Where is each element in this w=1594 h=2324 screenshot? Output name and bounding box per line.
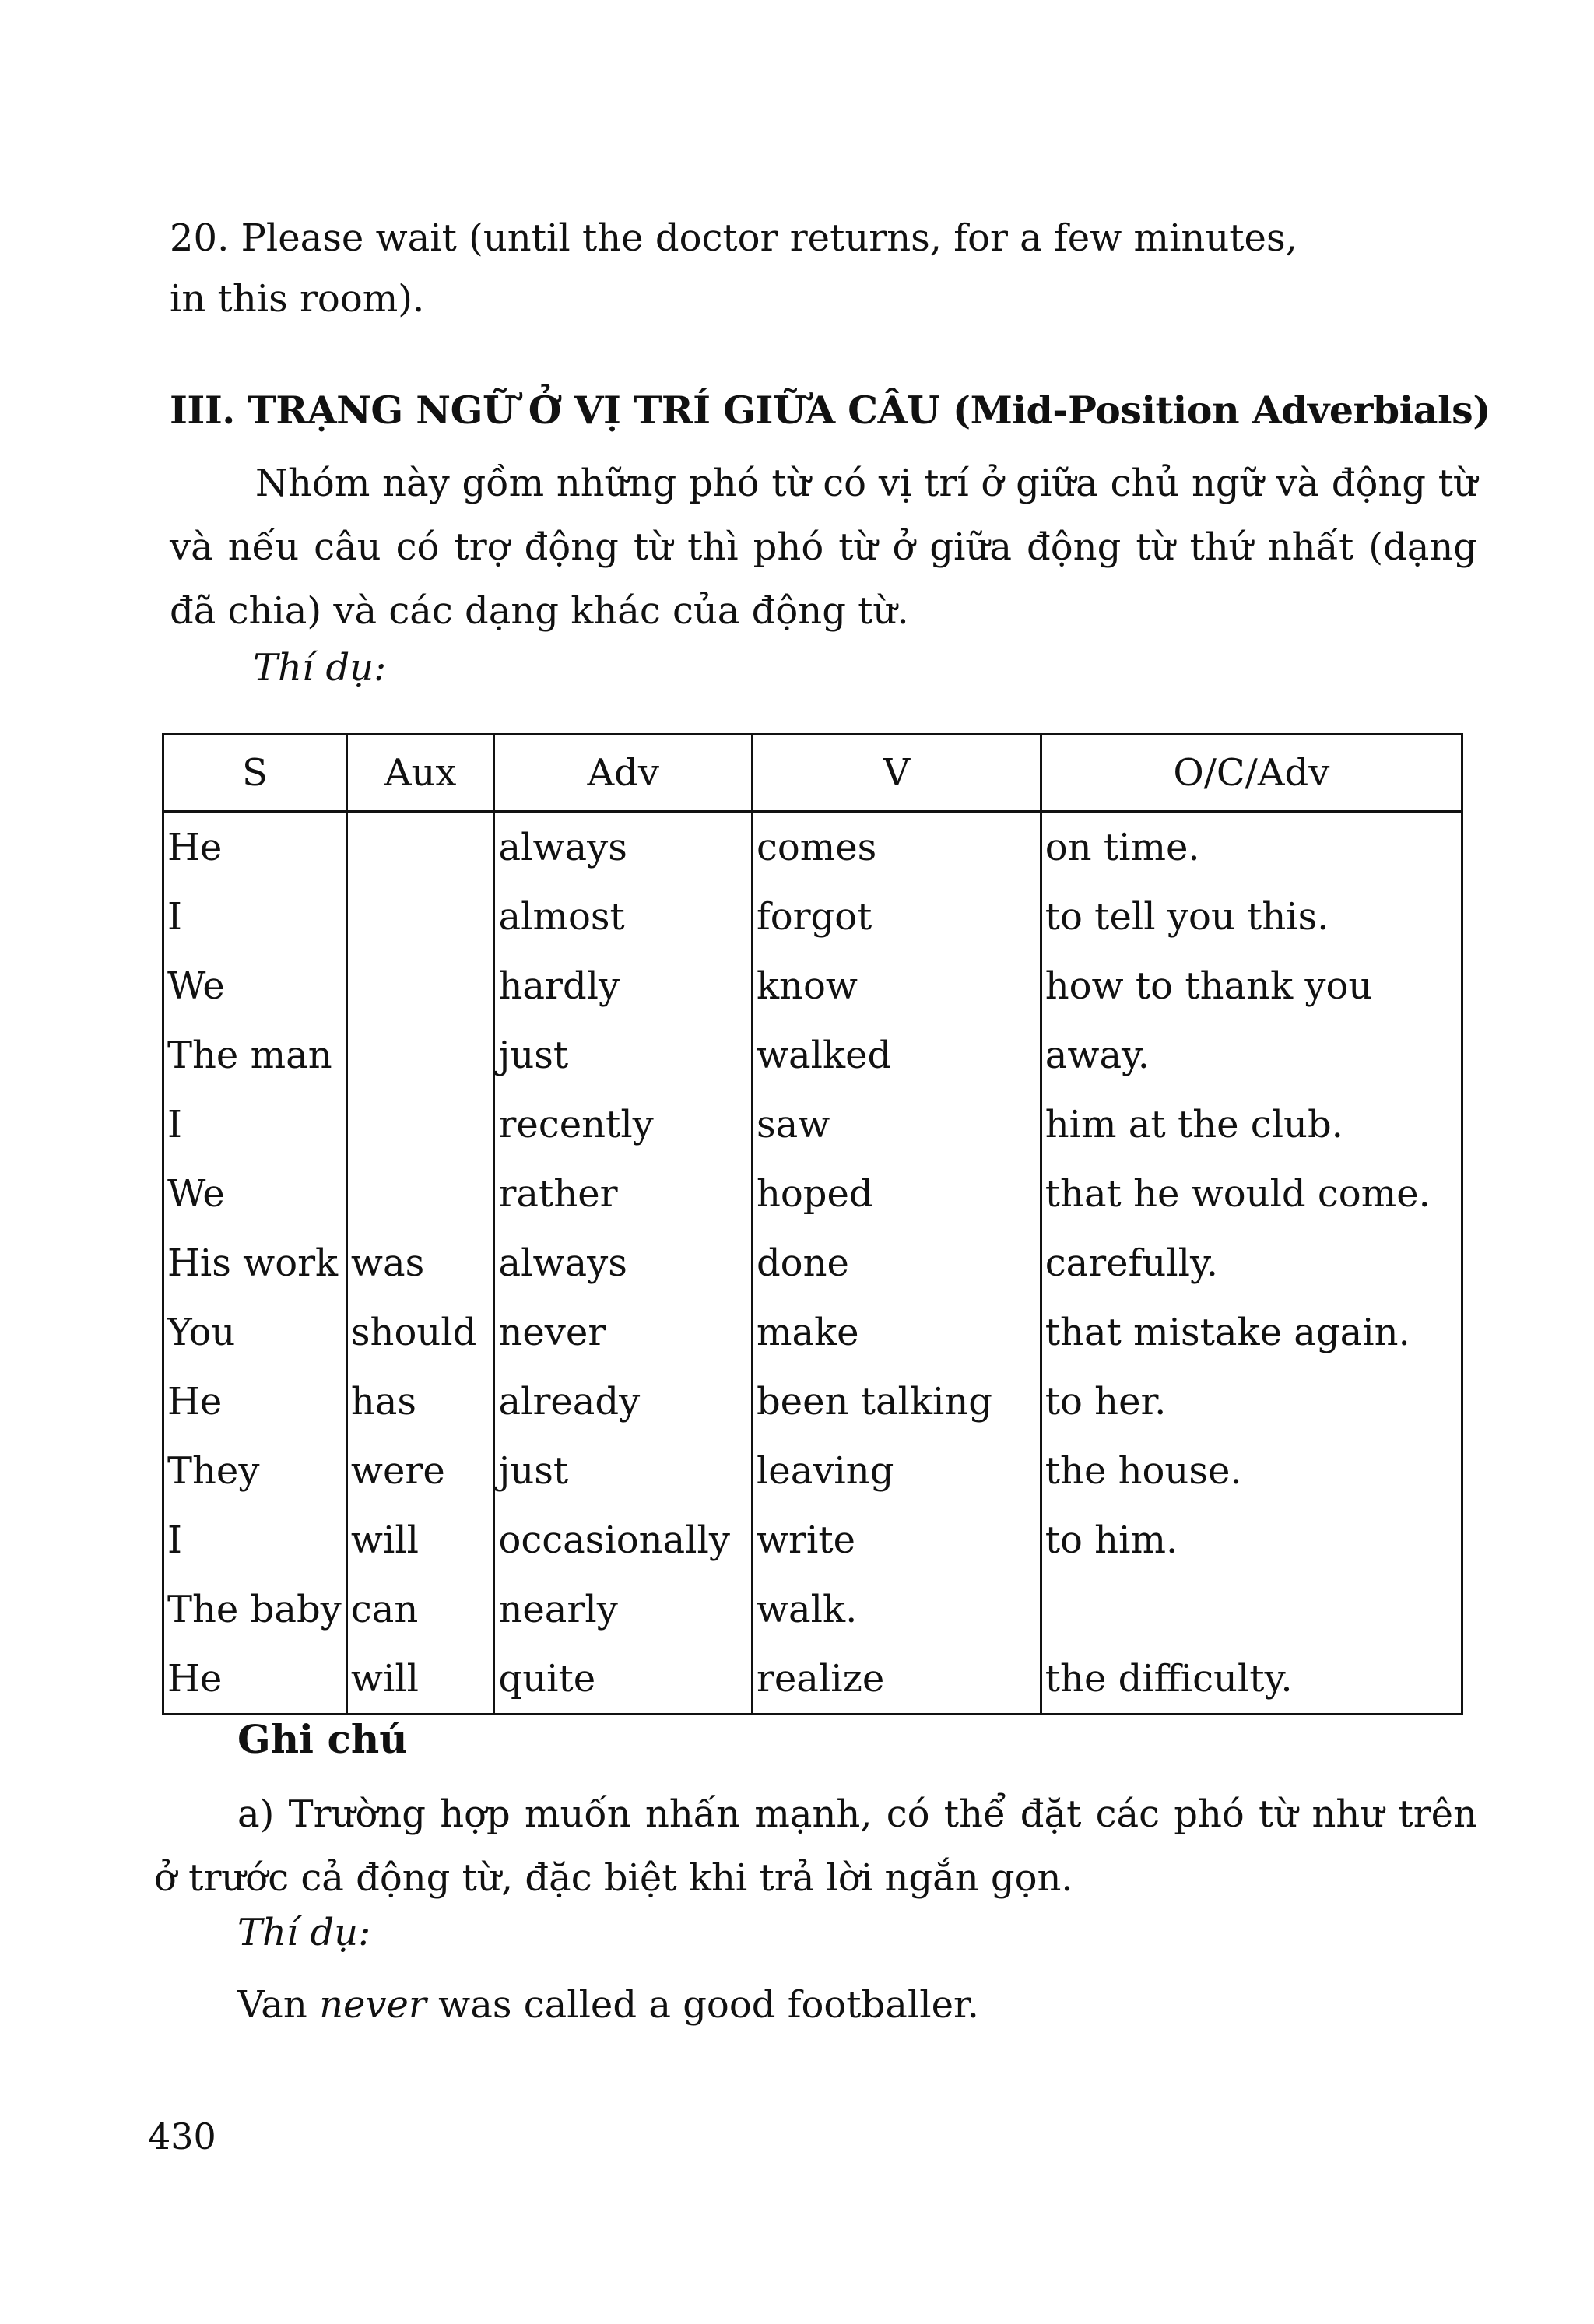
cell-aux: has: [346, 1367, 494, 1436]
cell-subject: We: [163, 951, 347, 1020]
cell-verb: leaving: [752, 1436, 1041, 1505]
cell-aux: can: [346, 1574, 494, 1644]
cell-verb: make: [752, 1297, 1041, 1367]
cell-aux: [346, 951, 494, 1020]
cell-adv: nearly: [494, 1574, 752, 1644]
adverb-position-table: [162, 733, 1463, 1715]
header-verb: V: [752, 735, 1041, 812]
cell-subject: You: [163, 1297, 347, 1367]
table-row: [163, 1574, 1462, 1644]
cell-object: away.: [1041, 1020, 1462, 1090]
cell-object: the house.: [1041, 1436, 1462, 1505]
table-row: [163, 1020, 1462, 1090]
cell-aux: [346, 812, 494, 883]
cell-aux: [346, 1020, 494, 1090]
cell-adv: occasionally: [494, 1505, 752, 1574]
cell-subject: They: [163, 1436, 347, 1505]
example-sentence-end: was called a good footballer.: [438, 1983, 979, 2027]
cell-verb: saw: [752, 1090, 1041, 1159]
table-header-row: [163, 735, 1462, 812]
cell-subject: I: [163, 1505, 347, 1574]
cell-adv: just: [494, 1020, 752, 1090]
cell-subject: I: [163, 1090, 347, 1159]
page-number: 430: [148, 2115, 216, 2157]
cell-object: the difficulty.: [1041, 1644, 1462, 1715]
example-sentence: [237, 1983, 979, 2027]
table-row: [163, 882, 1462, 951]
cell-object: that he would come.: [1041, 1159, 1462, 1228]
cell-object: to tell you this.: [1041, 882, 1462, 951]
cell-verb: done: [752, 1228, 1041, 1297]
cell-adv: almost: [494, 882, 752, 951]
example-label: Thí dụ:: [237, 1911, 371, 1954]
cell-object: that mistake again.: [1041, 1297, 1462, 1367]
cell-subject: We: [163, 1159, 347, 1228]
cell-adv: never: [494, 1297, 752, 1367]
table-row: [163, 1297, 1462, 1367]
cell-adv: already: [494, 1367, 752, 1436]
cell-object: to her.: [1041, 1367, 1462, 1436]
cell-aux: [346, 1159, 494, 1228]
example-sentence-start: Van: [237, 1983, 307, 2027]
cell-verb: hoped: [752, 1159, 1041, 1228]
cell-verb: write: [752, 1505, 1041, 1574]
cell-adv: always: [494, 1228, 752, 1297]
section-heading: III. TRẠNG NGỮ Ở VỊ TRÍ GIỮA CÂU (Mid-Position Adverbials): [170, 388, 1490, 433]
table-row: [163, 1436, 1462, 1505]
table-row: [163, 812, 1462, 883]
cell-object: [1041, 1574, 1462, 1644]
cell-aux: were: [346, 1436, 494, 1505]
cell-object: to him.: [1041, 1505, 1462, 1574]
cell-subject: He: [163, 1644, 347, 1715]
header-object: O/C/Adv: [1041, 735, 1462, 812]
table-row: [163, 1159, 1462, 1228]
cell-verb: walk.: [752, 1574, 1041, 1644]
example-label: Thí dụ:: [253, 646, 387, 690]
cell-subject: I: [163, 882, 347, 951]
section-intro-paragraph: Nhóm này gồm những phó từ có vị trí ở giữa chủ ngữ và động từ và nếu câu có trợ động từ thì phó từ ở giữa động từ thứ nhất (dạng đã chia) và các dạng khác của động từ.: [170, 462, 1477, 633]
cell-object: how to thank you: [1041, 951, 1462, 1020]
cell-verb: realize: [752, 1644, 1041, 1715]
note-a-paragraph: a) Trường hợp muốn nhấn mạnh, có thể đặt các phó từ như trên ở trước cả động từ, đặc biệt khi trả lời ngắn gọn.: [154, 1792, 1477, 1900]
header-subject: S: [163, 735, 347, 812]
table-row: [163, 1505, 1462, 1574]
cell-subject: His work: [163, 1228, 347, 1297]
cell-aux: [346, 1090, 494, 1159]
cell-adv: just: [494, 1436, 752, 1505]
cell-aux: [346, 882, 494, 951]
cell-aux: will: [346, 1505, 494, 1574]
cell-aux: will: [346, 1644, 494, 1715]
cell-verb: been talking: [752, 1367, 1041, 1436]
cell-object: carefully.: [1041, 1228, 1462, 1297]
example-sentence-emphasis: never: [319, 1983, 427, 2027]
cell-adv: recently: [494, 1090, 752, 1159]
cell-verb: walked: [752, 1020, 1041, 1090]
table-row: [163, 1367, 1462, 1436]
cell-adv: rather: [494, 1159, 752, 1228]
cell-subject: He: [163, 1367, 347, 1436]
cell-adv: quite: [494, 1644, 752, 1715]
table-row: [163, 1090, 1462, 1159]
cell-subject: The baby: [163, 1574, 347, 1644]
cell-object: him at the club.: [1041, 1090, 1462, 1159]
item-20-line2: in this room).: [170, 277, 425, 321]
cell-subject: He: [163, 812, 347, 883]
cell-aux: was: [346, 1228, 494, 1297]
cell-aux: should: [346, 1297, 494, 1367]
cell-verb: comes: [752, 812, 1041, 883]
notes-title: Ghi chú: [237, 1716, 408, 1762]
table-row: [163, 1644, 1462, 1715]
header-aux: Aux: [346, 735, 494, 812]
cell-adv: always: [494, 812, 752, 883]
cell-verb: forgot: [752, 882, 1041, 951]
table-row: [163, 951, 1462, 1020]
cell-adv: hardly: [494, 951, 752, 1020]
item-20-line1: 20. Please wait (until the doctor returns, for a few minutes,: [170, 216, 1297, 260]
table-row: [163, 1228, 1462, 1297]
cell-subject: The man: [163, 1020, 347, 1090]
cell-object: on time.: [1041, 812, 1462, 883]
cell-verb: know: [752, 951, 1041, 1020]
header-adv: Adv: [494, 735, 752, 812]
